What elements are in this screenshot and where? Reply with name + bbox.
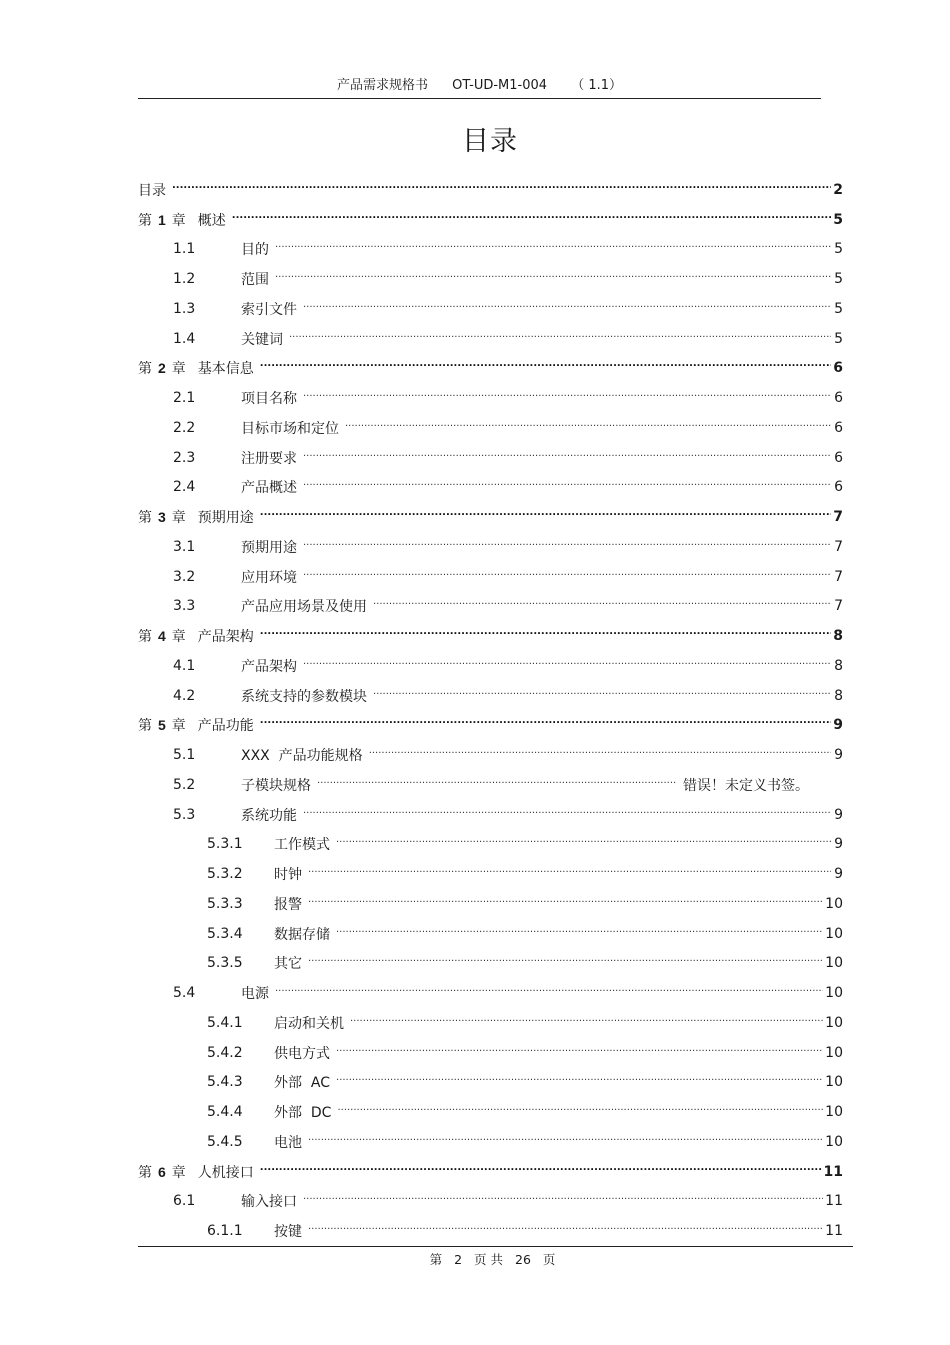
toc-page-number: 9 <box>834 747 843 764</box>
toc-dot-leader <box>308 1224 823 1238</box>
toc-entry-title: 目的 <box>241 242 269 259</box>
toc-dot-leader <box>260 718 831 732</box>
toc-entry[interactable] <box>138 1127 843 1157</box>
toc-page-number: 11 <box>823 1163 843 1180</box>
toc-section-number: 5.3.1 <box>207 836 243 853</box>
toc-page-number: 6 <box>834 479 843 496</box>
toc-entry[interactable] <box>138 1187 843 1217</box>
toc-page-number: 10 <box>825 1014 843 1031</box>
toc-dot-leader <box>317 778 677 792</box>
toc-dot-leader <box>336 1046 823 1060</box>
toc-entry[interactable] <box>138 1008 843 1038</box>
toc-entry[interactable] <box>138 770 843 800</box>
toc-entry[interactable] <box>138 294 843 324</box>
toc-page-number: 10 <box>825 1104 843 1121</box>
toc-entry[interactable] <box>138 830 843 860</box>
page-title: 目录 <box>462 126 518 157</box>
header-version: （ 1.1） <box>571 78 622 93</box>
toc-dot-leader <box>303 451 831 465</box>
toc-entry[interactable] <box>138 473 843 503</box>
toc-entry[interactable] <box>138 1068 843 1098</box>
toc-page-number: 6 <box>834 419 843 436</box>
toc-entry[interactable] <box>138 1216 843 1246</box>
toc-entry-title: 索引文件 <box>241 301 297 318</box>
toc-entry-title: 外部 DC <box>274 1105 332 1122</box>
toc-entry-title: 外部 AC <box>274 1075 331 1092</box>
toc-entry[interactable] <box>138 502 843 532</box>
page-header <box>138 76 821 99</box>
toc-section-number: 5.4.5 <box>207 1133 243 1150</box>
toc-page-number: 10 <box>825 1044 843 1061</box>
toc-dot-leader <box>303 480 831 494</box>
toc-entry[interactable] <box>138 235 843 265</box>
toc-page-number: 10 <box>825 1133 843 1150</box>
toc-entry[interactable] <box>138 562 843 592</box>
toc-page-number: 11 <box>825 1193 843 1210</box>
toc-entry-title: 其它 <box>274 956 302 973</box>
toc-entry-title: 关键词 <box>241 331 283 348</box>
toc-page-number: 9 <box>834 866 843 883</box>
toc-dot-leader <box>336 837 831 851</box>
toc-chapter-number: 第 5 章 <box>138 717 186 735</box>
toc-page-number: 7 <box>833 509 843 526</box>
toc-section-number: 2.1 <box>173 390 196 407</box>
footer-mid: 页 共 <box>474 1252 504 1267</box>
footer-suffix: 页 <box>542 1252 556 1267</box>
toc-dot-leader <box>373 689 831 703</box>
table-of-contents <box>138 175 843 1246</box>
toc-dot-leader <box>303 659 831 673</box>
toc-entry-title: 项目名称 <box>241 391 297 408</box>
toc-entry[interactable] <box>138 859 843 889</box>
toc-section-number: 5.4.4 <box>207 1104 243 1121</box>
toc-page-number: 6 <box>834 449 843 466</box>
toc-entry-title: 预期用途 <box>241 539 297 556</box>
toc-section-number: 5.2 <box>173 776 196 793</box>
toc-entry-title: 数据存储 <box>274 926 330 943</box>
toc-entry-title: 产品应用场景及使用 <box>241 599 367 616</box>
toc-entry[interactable] <box>138 354 843 384</box>
toc-page-number: 5 <box>834 330 843 347</box>
toc-dot-leader <box>260 361 831 375</box>
toc-entry[interactable] <box>138 443 843 473</box>
toc-entry-title: 产品架构 <box>241 658 297 675</box>
toc-entry[interactable] <box>138 592 843 622</box>
toc-section-number: 5.4.2 <box>207 1044 243 1061</box>
toc-dot-leader <box>308 897 823 911</box>
toc-entry[interactable] <box>138 919 843 949</box>
toc-chapter-number: 第 1 章 <box>138 211 186 229</box>
toc-section-number: 6.1 <box>173 1193 196 1210</box>
toc-dot-leader <box>303 808 831 822</box>
toc-page-number: 11 <box>825 1223 843 1240</box>
toc-dot-leader <box>337 1105 823 1119</box>
toc-dot-leader <box>303 540 831 554</box>
toc-dot-leader <box>260 629 831 643</box>
toc-dot-leader <box>303 302 831 316</box>
toc-section-number: 2.3 <box>173 449 196 466</box>
toc-entry-title: 子模块规格 <box>241 777 311 794</box>
toc-entry-title: 系统支持的参数模块 <box>241 688 367 705</box>
toc-page-number: 10 <box>825 895 843 912</box>
toc-section-number: 5.3.2 <box>207 866 243 883</box>
toc-entry[interactable] <box>138 383 843 413</box>
toc-dot-leader <box>232 213 831 227</box>
toc-entry-title: 电池 <box>274 1134 302 1151</box>
toc-section-number: 5.3.3 <box>207 895 243 912</box>
toc-section-number: 4.1 <box>173 657 196 674</box>
toc-page-number: 5 <box>834 300 843 317</box>
toc-section-number: 5.1 <box>173 747 196 764</box>
toc-entry-title: 按键 <box>274 1224 302 1241</box>
toc-entry[interactable] <box>138 1038 843 1068</box>
toc-page-number: 5 <box>834 241 843 258</box>
toc-entry-title: 产品架构 <box>197 629 254 646</box>
toc-page-number: 10 <box>825 985 843 1002</box>
toc-chapter-number: 第 6 章 <box>138 1163 186 1181</box>
toc-section-number: 3.1 <box>173 538 196 555</box>
toc-entry-title: 启动和关机 <box>274 1015 344 1032</box>
toc-page-number: 7 <box>834 598 843 615</box>
toc-section-number: 3.3 <box>173 598 196 615</box>
header-doc-name: 产品需求规格书 <box>337 78 429 93</box>
toc-page-number: 9 <box>834 836 843 853</box>
header-doc-code: OT-UD-M1-004 <box>452 78 548 93</box>
toc-entry[interactable] <box>138 205 843 235</box>
toc-entry[interactable] <box>138 949 843 979</box>
toc-section-number: 5.3.5 <box>207 955 243 972</box>
toc-section-number: 2.2 <box>173 419 196 436</box>
toc-page-number: 5 <box>834 271 843 288</box>
footer-prefix: 第 <box>429 1252 443 1267</box>
toc-entry-title: XXX 产品功能规格 <box>241 748 363 765</box>
toc-entry-title: 人机接口 <box>197 1164 254 1181</box>
toc-section-number: 4.2 <box>173 687 196 704</box>
toc-entry-title: 应用环境 <box>241 569 297 586</box>
toc-section-number: 5.3 <box>173 806 196 823</box>
toc-entry[interactable] <box>138 324 843 354</box>
toc-entry[interactable] <box>138 621 843 651</box>
toc-section-number: 5.4.1 <box>207 1014 243 1031</box>
toc-section-number: 5.4 <box>173 985 196 1002</box>
toc-entry-title: 概述 <box>197 212 226 229</box>
toc-page-number: 7 <box>834 538 843 555</box>
toc-entry[interactable] <box>138 264 843 294</box>
toc-entry[interactable] <box>138 532 843 562</box>
toc-dot-leader <box>308 1135 823 1149</box>
toc-page-number: 6 <box>834 390 843 407</box>
toc-bookmark-error: 错误！未定义书签。 <box>683 777 809 794</box>
toc-entry[interactable] <box>138 681 843 711</box>
toc-section-number: 6.1.1 <box>207 1223 243 1240</box>
toc-chapter-number: 第 4 章 <box>138 628 186 646</box>
toc-entry-title: 目录 <box>138 182 166 199</box>
toc-section-number: 1.2 <box>173 271 196 288</box>
toc-entry-title: 系统功能 <box>241 807 297 824</box>
toc-entry-title: 预期用途 <box>197 510 254 527</box>
toc-page-number: 8 <box>834 687 843 704</box>
toc-entry-title: 输入接口 <box>241 1194 297 1211</box>
toc-entry-title: 范围 <box>241 272 269 289</box>
footer-divider <box>138 1246 853 1247</box>
page-footer <box>0 1250 950 1268</box>
toc-section-number: 5.4.3 <box>207 1074 243 1091</box>
toc-dot-leader <box>373 599 831 613</box>
toc-entry-title: 电源 <box>241 986 269 1003</box>
toc-dot-leader <box>303 391 831 405</box>
toc-dot-leader <box>289 332 831 346</box>
toc-section-number: 1.1 <box>173 241 196 258</box>
toc-dot-leader <box>303 570 831 584</box>
toc-section-number: 2.4 <box>173 479 196 496</box>
toc-chapter-number: 第 3 章 <box>138 509 186 527</box>
toc-entry[interactable] <box>138 889 843 919</box>
toc-entry-title: 工作模式 <box>274 837 330 854</box>
toc-page-number: 9 <box>833 717 843 734</box>
footer-current-page: 2 <box>454 1252 463 1267</box>
toc-entry[interactable] <box>138 651 843 681</box>
toc-page-number: 9 <box>834 806 843 823</box>
toc-entry-title: 目标市场和定位 <box>241 420 339 437</box>
toc-entry-title: 注册要求 <box>241 450 297 467</box>
toc-entry-title: 产品概述 <box>241 480 297 497</box>
toc-entry[interactable] <box>138 413 843 443</box>
toc-entry[interactable] <box>138 1097 843 1127</box>
toc-section-number: 5.3.4 <box>207 925 243 942</box>
toc-dot-leader <box>308 956 823 970</box>
toc-dot-leader <box>369 748 831 762</box>
toc-dot-leader <box>350 1016 823 1030</box>
toc-entry[interactable] <box>138 740 843 770</box>
toc-entry[interactable] <box>138 175 843 205</box>
toc-dot-leader <box>275 986 823 1000</box>
toc-entry-title: 时钟 <box>274 867 302 884</box>
toc-page-number: 5 <box>833 211 843 228</box>
toc-dot-leader <box>303 1194 823 1208</box>
toc-section-number: 1.4 <box>173 330 196 347</box>
toc-chapter-number: 第 2 章 <box>138 360 186 378</box>
toc-dot-leader <box>260 510 831 524</box>
toc-section-number: 3.2 <box>173 568 196 585</box>
footer-total-pages: 26 <box>515 1252 531 1267</box>
toc-page-number: 6 <box>833 360 843 377</box>
toc-page-number: 10 <box>825 955 843 972</box>
toc-dot-leader <box>336 1075 823 1089</box>
toc-dot-leader <box>275 272 831 286</box>
toc-section-number: 1.3 <box>173 300 196 317</box>
toc-page-number: 8 <box>834 657 843 674</box>
toc-entry[interactable] <box>138 711 843 741</box>
toc-entry[interactable] <box>138 978 843 1008</box>
toc-page-number: 10 <box>825 1074 843 1091</box>
toc-dot-leader <box>260 1165 822 1179</box>
toc-entry-title: 基本信息 <box>197 361 254 378</box>
toc-entry[interactable] <box>138 800 843 830</box>
toc-entry-title: 供电方式 <box>274 1045 330 1062</box>
toc-dot-leader <box>336 927 823 941</box>
toc-entry-title: 报警 <box>274 896 302 913</box>
toc-page-number: 7 <box>834 568 843 585</box>
toc-dot-leader <box>345 421 831 435</box>
toc-dot-leader <box>172 183 831 197</box>
toc-page-number: 2 <box>833 181 843 198</box>
toc-entry-title: 产品功能 <box>197 718 254 735</box>
toc-page-number: 8 <box>833 628 843 645</box>
toc-entry[interactable] <box>138 1157 843 1187</box>
toc-dot-leader <box>308 867 831 881</box>
toc-page-number: 10 <box>825 925 843 942</box>
toc-dot-leader <box>275 242 831 256</box>
